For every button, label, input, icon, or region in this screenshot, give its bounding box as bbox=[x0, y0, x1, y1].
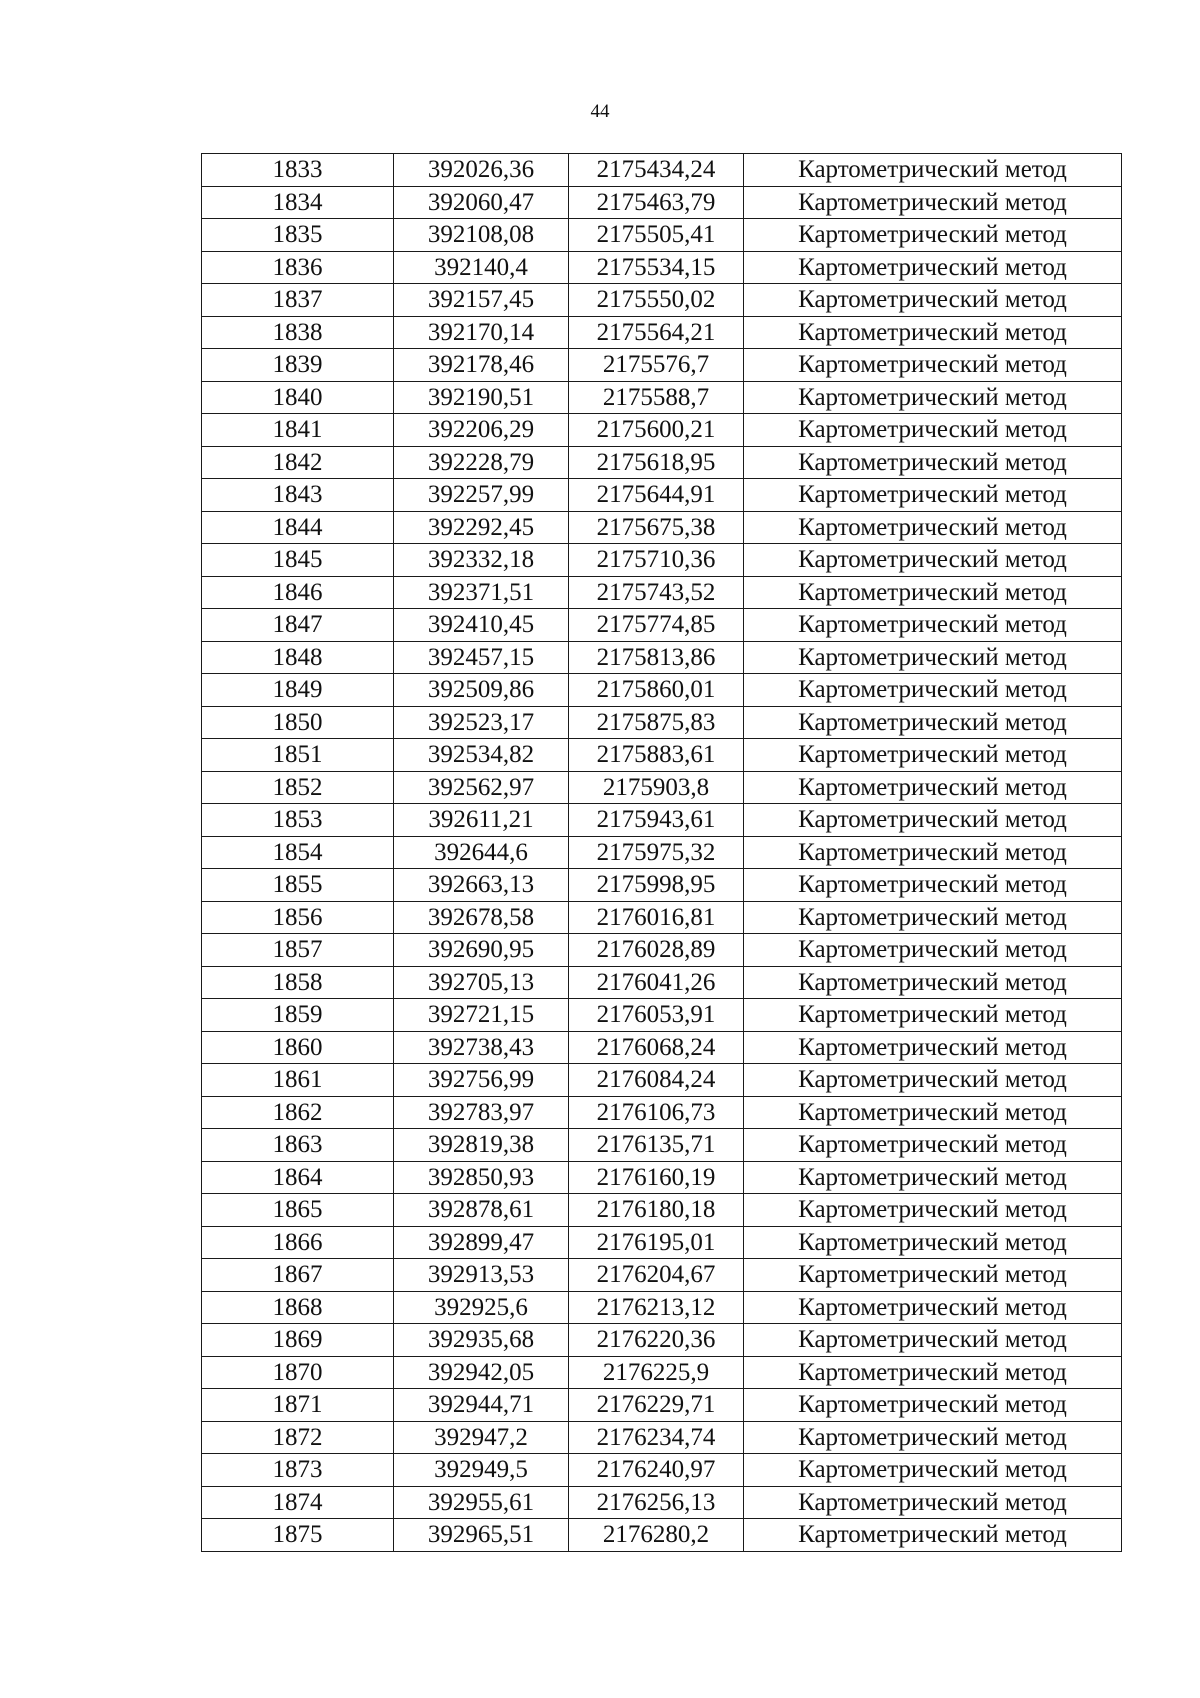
method-cell: Картометрический метод bbox=[744, 284, 1122, 317]
y-coordinate-cell: 2175588,7 bbox=[569, 381, 744, 414]
point-number-cell: 1875 bbox=[202, 1519, 394, 1552]
point-number-cell: 1862 bbox=[202, 1096, 394, 1129]
y-coordinate-cell: 2175675,38 bbox=[569, 511, 744, 544]
point-number-cell: 1838 bbox=[202, 316, 394, 349]
x-coordinate-cell: 392170,14 bbox=[394, 316, 569, 349]
table-row bbox=[202, 479, 1122, 512]
y-coordinate-cell: 2176041,26 bbox=[569, 966, 744, 999]
point-number-cell: 1850 bbox=[202, 706, 394, 739]
point-number-cell: 1874 bbox=[202, 1486, 394, 1519]
y-coordinate-cell: 2176084,24 bbox=[569, 1064, 744, 1097]
table-row bbox=[202, 511, 1122, 544]
method-cell: Картометрический метод bbox=[744, 1324, 1122, 1357]
x-coordinate-cell: 392878,61 bbox=[394, 1194, 569, 1227]
y-coordinate-cell: 2176280,2 bbox=[569, 1519, 744, 1552]
y-coordinate-cell: 2175883,61 bbox=[569, 739, 744, 772]
table-row bbox=[202, 1519, 1122, 1552]
table-row bbox=[202, 1486, 1122, 1519]
method-cell: Картометрический метод bbox=[744, 706, 1122, 739]
y-coordinate-cell: 2175813,86 bbox=[569, 641, 744, 674]
point-number-cell: 1851 bbox=[202, 739, 394, 772]
table-row bbox=[202, 706, 1122, 739]
x-coordinate-cell: 392663,13 bbox=[394, 869, 569, 902]
method-cell: Картометрический метод bbox=[744, 219, 1122, 252]
y-coordinate-cell: 2176195,01 bbox=[569, 1226, 744, 1259]
table-row bbox=[202, 1454, 1122, 1487]
x-coordinate-cell: 392060,47 bbox=[394, 186, 569, 219]
point-number-cell: 1864 bbox=[202, 1161, 394, 1194]
method-cell: Картометрический метод bbox=[744, 804, 1122, 837]
x-coordinate-cell: 392965,51 bbox=[394, 1519, 569, 1552]
method-cell: Картометрический метод bbox=[744, 934, 1122, 967]
table-row bbox=[202, 1096, 1122, 1129]
x-coordinate-cell: 392371,51 bbox=[394, 576, 569, 609]
y-coordinate-cell: 2176160,19 bbox=[569, 1161, 744, 1194]
x-coordinate-cell: 392947,2 bbox=[394, 1421, 569, 1454]
x-coordinate-cell: 392228,79 bbox=[394, 446, 569, 479]
method-cell: Картометрический метод bbox=[744, 1291, 1122, 1324]
method-cell: Картометрический метод bbox=[744, 869, 1122, 902]
method-cell: Картометрический метод bbox=[744, 186, 1122, 219]
table-row bbox=[202, 1129, 1122, 1162]
method-cell: Картометрический метод bbox=[744, 381, 1122, 414]
y-coordinate-cell: 2176240,97 bbox=[569, 1454, 744, 1487]
x-coordinate-cell: 392190,51 bbox=[394, 381, 569, 414]
table-row bbox=[202, 414, 1122, 447]
table-row bbox=[202, 1324, 1122, 1357]
method-cell: Картометрический метод bbox=[744, 901, 1122, 934]
point-number-cell: 1844 bbox=[202, 511, 394, 544]
point-number-cell: 1861 bbox=[202, 1064, 394, 1097]
point-number-cell: 1843 bbox=[202, 479, 394, 512]
y-coordinate-cell: 2175534,15 bbox=[569, 251, 744, 284]
table-row bbox=[202, 1356, 1122, 1389]
x-coordinate-cell: 392178,46 bbox=[394, 349, 569, 382]
y-coordinate-cell: 2176135,71 bbox=[569, 1129, 744, 1162]
method-cell: Картометрический метод bbox=[744, 609, 1122, 642]
point-number-cell: 1834 bbox=[202, 186, 394, 219]
table-row bbox=[202, 674, 1122, 707]
y-coordinate-cell: 2176053,91 bbox=[569, 999, 744, 1032]
table-row bbox=[202, 869, 1122, 902]
table-row bbox=[202, 219, 1122, 252]
table-row bbox=[202, 544, 1122, 577]
y-coordinate-cell: 2175564,21 bbox=[569, 316, 744, 349]
y-coordinate-cell: 2175774,85 bbox=[569, 609, 744, 642]
x-coordinate-cell: 392955,61 bbox=[394, 1486, 569, 1519]
method-cell: Картометрический метод bbox=[744, 1096, 1122, 1129]
table-row bbox=[202, 836, 1122, 869]
point-number-cell: 1845 bbox=[202, 544, 394, 577]
x-coordinate-cell: 392257,99 bbox=[394, 479, 569, 512]
table-row bbox=[202, 349, 1122, 382]
method-cell: Картометрический метод bbox=[744, 1389, 1122, 1422]
point-number-cell: 1849 bbox=[202, 674, 394, 707]
point-number-cell: 1856 bbox=[202, 901, 394, 934]
table-row bbox=[202, 1064, 1122, 1097]
x-coordinate-cell: 392721,15 bbox=[394, 999, 569, 1032]
point-number-cell: 1857 bbox=[202, 934, 394, 967]
method-cell: Картометрический метод bbox=[744, 316, 1122, 349]
point-number-cell: 1865 bbox=[202, 1194, 394, 1227]
method-cell: Картометрический метод bbox=[744, 1454, 1122, 1487]
point-number-cell: 1871 bbox=[202, 1389, 394, 1422]
method-cell: Картометрический метод bbox=[744, 641, 1122, 674]
point-number-cell: 1839 bbox=[202, 349, 394, 382]
x-coordinate-cell: 392026,36 bbox=[394, 154, 569, 187]
table-row bbox=[202, 576, 1122, 609]
table-row bbox=[202, 901, 1122, 934]
x-coordinate-cell: 392913,53 bbox=[394, 1259, 569, 1292]
point-number-cell: 1867 bbox=[202, 1259, 394, 1292]
method-cell: Картометрический метод bbox=[744, 1356, 1122, 1389]
y-coordinate-cell: 2175998,95 bbox=[569, 869, 744, 902]
point-number-cell: 1847 bbox=[202, 609, 394, 642]
table-row bbox=[202, 381, 1122, 414]
y-coordinate-cell: 2176213,12 bbox=[569, 1291, 744, 1324]
point-number-cell: 1836 bbox=[202, 251, 394, 284]
y-coordinate-cell: 2176106,73 bbox=[569, 1096, 744, 1129]
y-coordinate-cell: 2175860,01 bbox=[569, 674, 744, 707]
y-coordinate-cell: 2176234,74 bbox=[569, 1421, 744, 1454]
x-coordinate-cell: 392332,18 bbox=[394, 544, 569, 577]
method-cell: Картометрический метод bbox=[744, 251, 1122, 284]
point-number-cell: 1860 bbox=[202, 1031, 394, 1064]
y-coordinate-cell: 2175975,32 bbox=[569, 836, 744, 869]
method-cell: Картометрический метод bbox=[744, 1486, 1122, 1519]
table-row bbox=[202, 1291, 1122, 1324]
table-row bbox=[202, 284, 1122, 317]
method-cell: Картометрический метод bbox=[744, 1259, 1122, 1292]
x-coordinate-cell: 392108,08 bbox=[394, 219, 569, 252]
x-coordinate-cell: 392157,45 bbox=[394, 284, 569, 317]
x-coordinate-cell: 392944,71 bbox=[394, 1389, 569, 1422]
method-cell: Картометрический метод bbox=[744, 836, 1122, 869]
method-cell: Картометрический метод bbox=[744, 1226, 1122, 1259]
y-coordinate-cell: 2175550,02 bbox=[569, 284, 744, 317]
method-cell: Картометрический метод bbox=[744, 771, 1122, 804]
x-coordinate-cell: 392783,97 bbox=[394, 1096, 569, 1129]
x-coordinate-cell: 392410,45 bbox=[394, 609, 569, 642]
point-number-cell: 1846 bbox=[202, 576, 394, 609]
table-row bbox=[202, 804, 1122, 837]
point-number-cell: 1837 bbox=[202, 284, 394, 317]
point-number-cell: 1841 bbox=[202, 414, 394, 447]
table-row bbox=[202, 999, 1122, 1032]
y-coordinate-cell: 2176220,36 bbox=[569, 1324, 744, 1357]
point-number-cell: 1873 bbox=[202, 1454, 394, 1487]
point-number-cell: 1868 bbox=[202, 1291, 394, 1324]
y-coordinate-cell: 2175463,79 bbox=[569, 186, 744, 219]
y-coordinate-cell: 2175875,83 bbox=[569, 706, 744, 739]
point-number-cell: 1855 bbox=[202, 869, 394, 902]
x-coordinate-cell: 392738,43 bbox=[394, 1031, 569, 1064]
x-coordinate-cell: 392292,45 bbox=[394, 511, 569, 544]
y-coordinate-cell: 2176225,9 bbox=[569, 1356, 744, 1389]
table-row bbox=[202, 966, 1122, 999]
method-cell: Картометрический метод bbox=[744, 1031, 1122, 1064]
page-number: 44 bbox=[590, 101, 610, 122]
method-cell: Картометрический метод bbox=[744, 674, 1122, 707]
table-row bbox=[202, 934, 1122, 967]
y-coordinate-cell: 2175576,7 bbox=[569, 349, 744, 382]
method-cell: Картометрический метод bbox=[744, 1194, 1122, 1227]
point-number-cell: 1833 bbox=[202, 154, 394, 187]
table-row bbox=[202, 316, 1122, 349]
y-coordinate-cell: 2176180,18 bbox=[569, 1194, 744, 1227]
method-cell: Картометрический метод bbox=[744, 1064, 1122, 1097]
table-row bbox=[202, 739, 1122, 772]
point-number-cell: 1858 bbox=[202, 966, 394, 999]
y-coordinate-cell: 2175644,91 bbox=[569, 479, 744, 512]
point-number-cell: 1852 bbox=[202, 771, 394, 804]
x-coordinate-cell: 392942,05 bbox=[394, 1356, 569, 1389]
x-coordinate-cell: 392705,13 bbox=[394, 966, 569, 999]
y-coordinate-cell: 2175710,36 bbox=[569, 544, 744, 577]
table-row bbox=[202, 1161, 1122, 1194]
table-row bbox=[202, 1031, 1122, 1064]
method-cell: Картометрический метод bbox=[744, 349, 1122, 382]
x-coordinate-cell: 392509,86 bbox=[394, 674, 569, 707]
method-cell: Картометрический метод bbox=[744, 739, 1122, 772]
method-cell: Картометрический метод bbox=[744, 1161, 1122, 1194]
y-coordinate-cell: 2176068,24 bbox=[569, 1031, 744, 1064]
table-row bbox=[202, 1194, 1122, 1227]
x-coordinate-cell: 392534,82 bbox=[394, 739, 569, 772]
coordinates-table-body bbox=[202, 154, 1122, 1552]
x-coordinate-cell: 392523,17 bbox=[394, 706, 569, 739]
method-cell: Картометрический метод bbox=[744, 576, 1122, 609]
table-row bbox=[202, 446, 1122, 479]
y-coordinate-cell: 2176204,67 bbox=[569, 1259, 744, 1292]
point-number-cell: 1872 bbox=[202, 1421, 394, 1454]
point-number-cell: 1869 bbox=[202, 1324, 394, 1357]
method-cell: Картометрический метод bbox=[744, 999, 1122, 1032]
point-number-cell: 1854 bbox=[202, 836, 394, 869]
coordinates-table bbox=[201, 153, 1122, 1552]
x-coordinate-cell: 392140,4 bbox=[394, 251, 569, 284]
point-number-cell: 1870 bbox=[202, 1356, 394, 1389]
point-number-cell: 1866 bbox=[202, 1226, 394, 1259]
x-coordinate-cell: 392899,47 bbox=[394, 1226, 569, 1259]
x-coordinate-cell: 392611,21 bbox=[394, 804, 569, 837]
method-cell: Картометрический метод bbox=[744, 1129, 1122, 1162]
method-cell: Картометрический метод bbox=[744, 1519, 1122, 1552]
x-coordinate-cell: 392644,6 bbox=[394, 836, 569, 869]
x-coordinate-cell: 392206,29 bbox=[394, 414, 569, 447]
method-cell: Картометрический метод bbox=[744, 966, 1122, 999]
x-coordinate-cell: 392562,97 bbox=[394, 771, 569, 804]
table-row bbox=[202, 154, 1122, 187]
table-row bbox=[202, 641, 1122, 674]
table-row bbox=[202, 1259, 1122, 1292]
y-coordinate-cell: 2176028,89 bbox=[569, 934, 744, 967]
point-number-cell: 1835 bbox=[202, 219, 394, 252]
point-number-cell: 1863 bbox=[202, 1129, 394, 1162]
y-coordinate-cell: 2176016,81 bbox=[569, 901, 744, 934]
x-coordinate-cell: 392925,6 bbox=[394, 1291, 569, 1324]
table-row bbox=[202, 609, 1122, 642]
point-number-cell: 1853 bbox=[202, 804, 394, 837]
point-number-cell: 1859 bbox=[202, 999, 394, 1032]
method-cell: Картометрический метод bbox=[744, 1421, 1122, 1454]
x-coordinate-cell: 392935,68 bbox=[394, 1324, 569, 1357]
method-cell: Картометрический метод bbox=[744, 154, 1122, 187]
y-coordinate-cell: 2176256,13 bbox=[569, 1486, 744, 1519]
method-cell: Картометрический метод bbox=[744, 446, 1122, 479]
method-cell: Картометрический метод bbox=[744, 479, 1122, 512]
table-row bbox=[202, 1421, 1122, 1454]
method-cell: Картометрический метод bbox=[744, 511, 1122, 544]
point-number-cell: 1848 bbox=[202, 641, 394, 674]
x-coordinate-cell: 392678,58 bbox=[394, 901, 569, 934]
x-coordinate-cell: 392756,99 bbox=[394, 1064, 569, 1097]
y-coordinate-cell: 2175743,52 bbox=[569, 576, 744, 609]
x-coordinate-cell: 392850,93 bbox=[394, 1161, 569, 1194]
method-cell: Картометрический метод bbox=[744, 414, 1122, 447]
table-row bbox=[202, 251, 1122, 284]
x-coordinate-cell: 392457,15 bbox=[394, 641, 569, 674]
y-coordinate-cell: 2176229,71 bbox=[569, 1389, 744, 1422]
x-coordinate-cell: 392819,38 bbox=[394, 1129, 569, 1162]
table-row bbox=[202, 1226, 1122, 1259]
x-coordinate-cell: 392949,5 bbox=[394, 1454, 569, 1487]
point-number-cell: 1840 bbox=[202, 381, 394, 414]
point-number-cell: 1842 bbox=[202, 446, 394, 479]
y-coordinate-cell: 2175618,95 bbox=[569, 446, 744, 479]
y-coordinate-cell: 2175434,24 bbox=[569, 154, 744, 187]
table-row bbox=[202, 186, 1122, 219]
y-coordinate-cell: 2175943,61 bbox=[569, 804, 744, 837]
table-row bbox=[202, 1389, 1122, 1422]
y-coordinate-cell: 2175600,21 bbox=[569, 414, 744, 447]
y-coordinate-cell: 2175505,41 bbox=[569, 219, 744, 252]
x-coordinate-cell: 392690,95 bbox=[394, 934, 569, 967]
y-coordinate-cell: 2175903,8 bbox=[569, 771, 744, 804]
table-row bbox=[202, 771, 1122, 804]
method-cell: Картометрический метод bbox=[744, 544, 1122, 577]
